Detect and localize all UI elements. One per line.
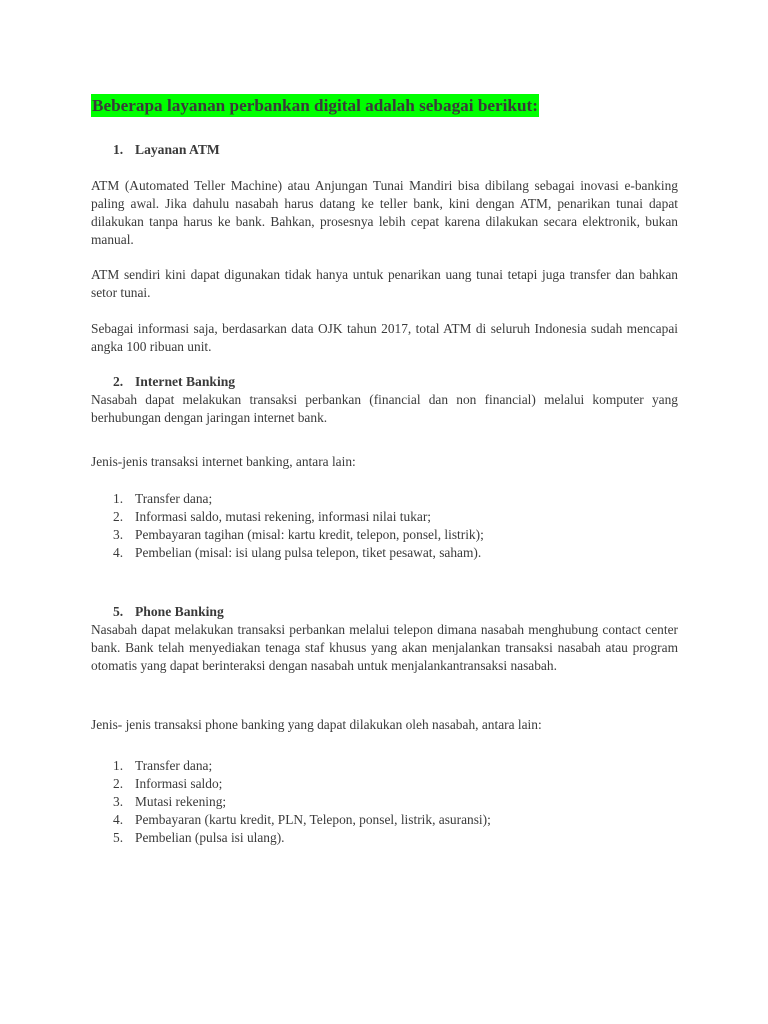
atm-paragraph-1: ATM (Automated Teller Machine) atau Anjungan Tunai Mandiri bisa dibilang sebagai inovasi e-banking paling awal. Jika dahulu nasabah harus datang ke teller bank, kini dengan ATM, penarikan tunai dapat dilakukan tanpa harus ke bank. Bahkan, prosesnya lebih cepat karena dilakukan secara elektronik, bukan manual. — [91, 178, 678, 247]
internet-transaction-list — [113, 490, 484, 562]
section-title-internet — [113, 373, 235, 391]
phone-list-intro: Jenis- jenis transaksi phone banking yang dapat dilakukan oleh nasabah, antara lain: — [91, 717, 542, 732]
list-item-number: 3. — [113, 794, 124, 809]
internet-intro: Nasabah dapat melakukan transaksi perbankan (financial dan non financial) melalui komputer yang berhubungan dengan jaringan internet bank. — [91, 392, 678, 425]
list-item-text: Transfer dana; — [135, 491, 213, 506]
list-item-number: 1. — [113, 758, 124, 773]
atm-paragraph-2: ATM sendiri kini dapat digunakan tidak hanya untuk penarikan uang tunai tetapi juga transfer dan bahkan setor tunai. — [91, 267, 678, 300]
list-item-text: Pembayaran tagihan (misal: kartu kredit, telepon, ponsel, listrik); — [135, 527, 484, 542]
section-title-phone — [113, 603, 224, 621]
list-item — [113, 508, 484, 526]
list-item-number: 2. — [113, 509, 124, 524]
section-title-atm — [113, 141, 220, 159]
atm-paragraph-3: Sebagai informasi saja, berdasarkan data OJK tahun 2017, total ATM di seluruh Indonesia sudah mencapai angka 100 ribuan unit. — [91, 321, 678, 354]
list-item-text: Transfer dana; — [135, 758, 213, 773]
section-title: Internet Banking — [135, 374, 236, 389]
section-number: 5. — [113, 604, 124, 619]
list-item-number: 3. — [113, 527, 124, 542]
list-item — [113, 526, 484, 544]
section-number: 2. — [113, 374, 124, 389]
page-heading: Beberapa layanan perbankan digital adalah sebagai berikut: — [92, 96, 539, 115]
list-item — [113, 829, 491, 847]
section-number: 1. — [113, 142, 124, 157]
list-item-number: 4. — [113, 812, 124, 827]
list-item-number: 5. — [113, 830, 124, 845]
list-item-text: Informasi saldo; — [135, 776, 223, 791]
list-item-number: 1. — [113, 491, 124, 506]
list-item-text: Pembelian (misal: isi ulang pulsa telepon, tiket pesawat, saham). — [135, 545, 482, 560]
phone-intro: Nasabah dapat melakukan transaksi perbankan melalui telepon dimana nasabah menghubung contact center bank. Bank telah menyediakan tenaga staf khusus yang akan menjalankan transaksi nasabah atau program otomatis yang dapat berinteraksi dengan nasabah untuk menjalankantransaksi nasabah. — [91, 622, 678, 673]
list-item — [113, 544, 484, 562]
list-item — [113, 775, 491, 793]
internet-list-intro: Jenis-jenis transaksi internet banking, antara lain: — [91, 454, 356, 469]
phone-transaction-list — [113, 757, 491, 847]
section-title: Layanan ATM — [135, 142, 220, 157]
list-item — [113, 793, 491, 811]
list-item — [113, 490, 484, 508]
section-title: Phone Banking — [135, 604, 224, 619]
list-item-number: 4. — [113, 545, 124, 560]
list-item-text: Pembayaran (kartu kredit, PLN, Telepon, ponsel, listrik, asuransi); — [135, 812, 491, 827]
list-item-number: 2. — [113, 776, 124, 791]
list-item-text: Mutasi rekening; — [135, 794, 227, 809]
list-item — [113, 757, 491, 775]
list-item-text: Pembelian (pulsa isi ulang). — [135, 830, 285, 845]
list-item-text: Informasi saldo, mutasi rekening, informasi nilai tukar; — [135, 509, 432, 524]
list-item — [113, 811, 491, 829]
